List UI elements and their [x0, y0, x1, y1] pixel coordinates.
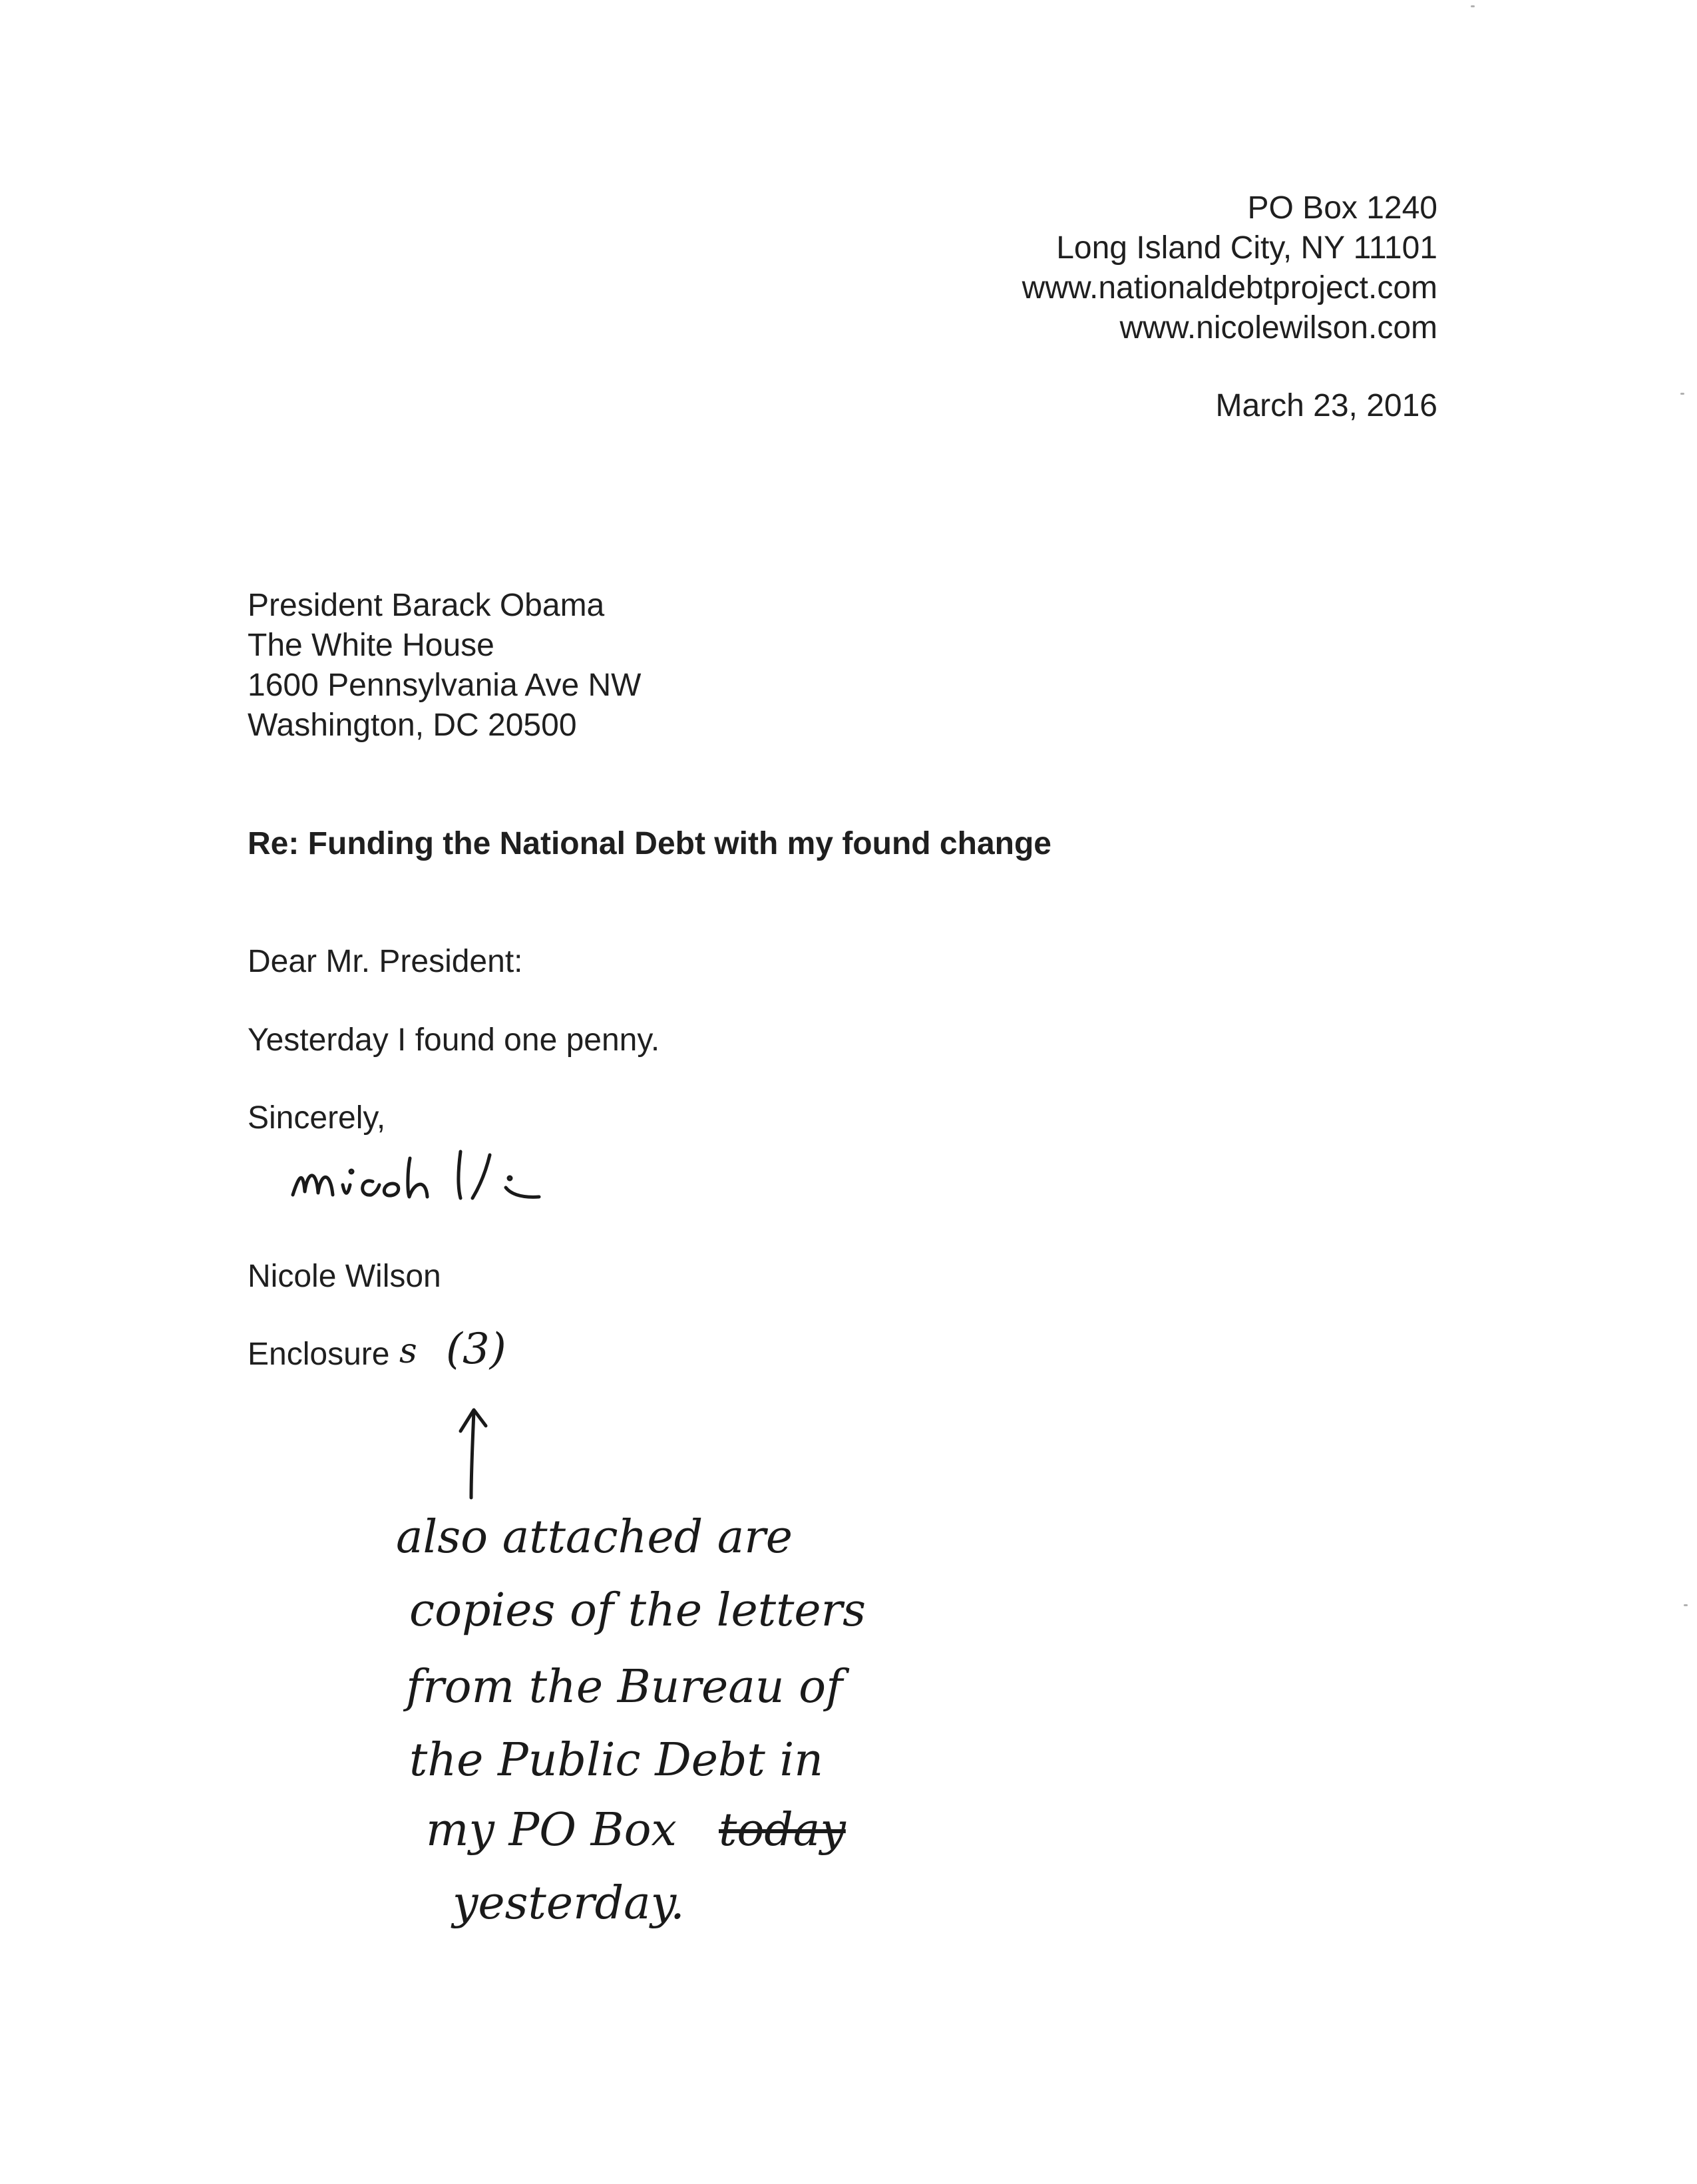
closing: Sincerely, [248, 1100, 386, 1136]
note-line-5: my PO Box [426, 1804, 677, 1856]
enclosure-label: Enclosure [248, 1337, 390, 1372]
enclosure-handwritten-suffix: s [399, 1331, 417, 1371]
letter-date: March 23, 2016 [1215, 388, 1437, 423]
sender-website-1: www.nationaldebtproject.com [1022, 270, 1437, 306]
sender-city-line: Long Island City, NY 11101 [1056, 230, 1437, 266]
recipient-name: President Barack Obama [248, 588, 605, 623]
subject-line: Re: Funding the National Debt with my found change [248, 826, 1051, 861]
recipient-org: The White House [248, 628, 494, 663]
note-line-4: the Public Debt in [409, 1734, 824, 1787]
body-text: Yesterday I found one penny. [248, 1022, 660, 1058]
recipient-city-line: Washington, DC 20500 [248, 708, 577, 743]
enclosure-handwritten-count: (3) [446, 1325, 506, 1374]
scan-speck [1680, 393, 1684, 395]
salutation: Dear Mr. President: [248, 944, 523, 979]
sender-website-2: www.nicolewilson.com [1119, 310, 1437, 345]
note-line-1: also attached are [396, 1511, 793, 1564]
handwritten-signature [286, 1132, 606, 1225]
note-line-2: copies of the letters [409, 1584, 866, 1637]
scan-speck [1471, 5, 1475, 7]
note-line-6: yesterday. [453, 1877, 685, 1930]
signer-name: Nicole Wilson [248, 1259, 441, 1294]
sender-po-box: PO Box 1240 [1247, 190, 1437, 226]
scan-speck [1684, 1604, 1688, 1606]
note-line-3: from the Bureau of [406, 1661, 843, 1713]
note-crossed-out-word: today [719, 1804, 846, 1856]
recipient-street: 1600 Pennsylvania Ave NW [248, 668, 642, 703]
handwritten-arrow-icon [446, 1398, 499, 1504]
